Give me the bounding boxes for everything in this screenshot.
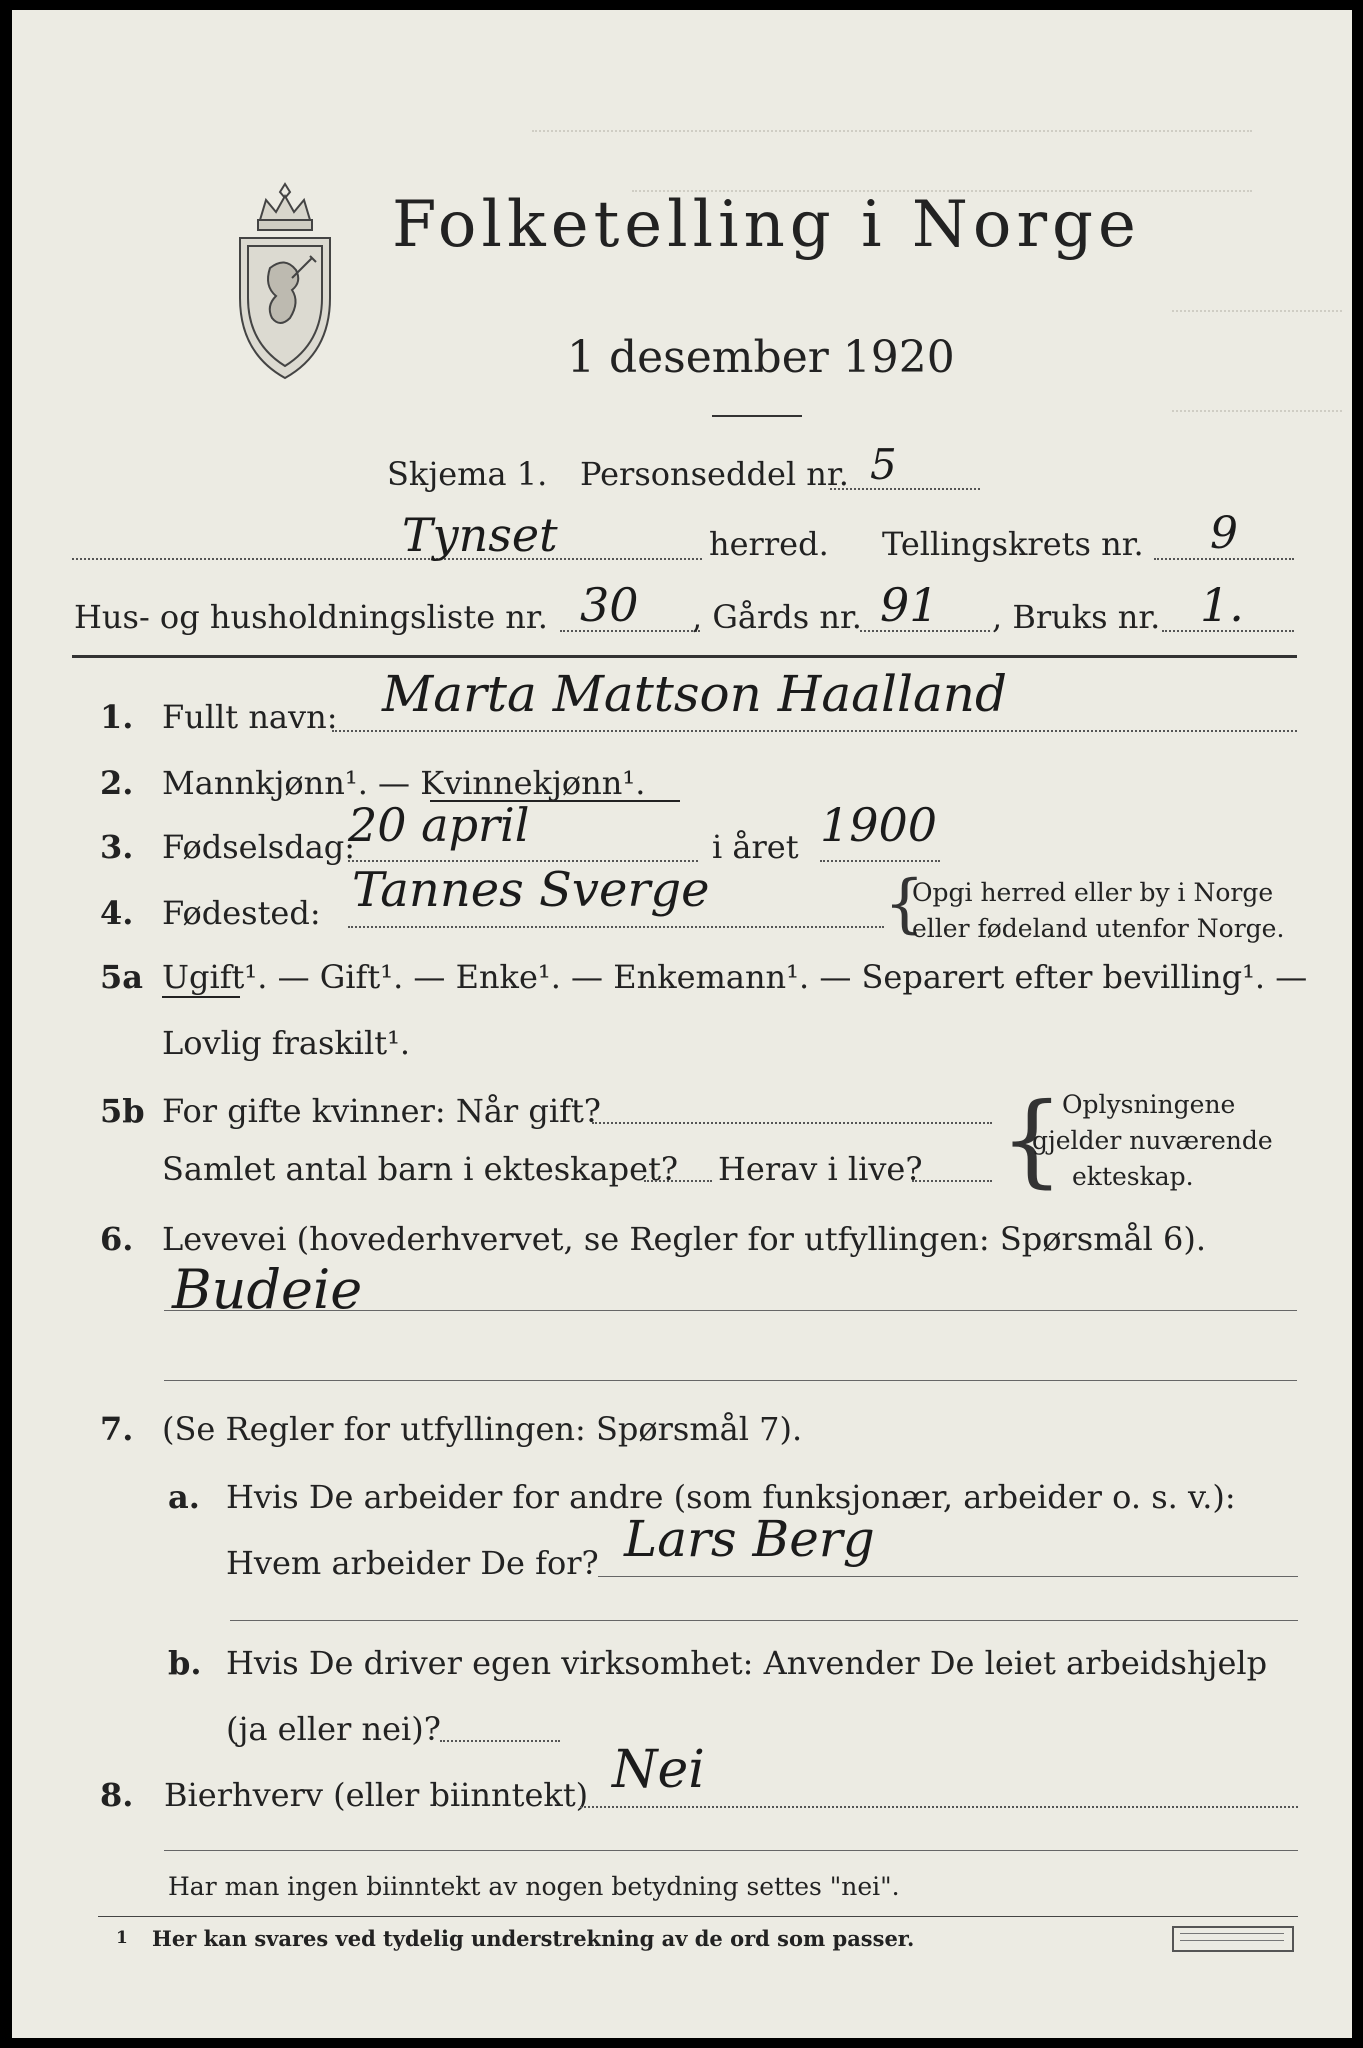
q7a-text-line2: Hvem arbeider De for?: [226, 1544, 599, 1582]
q8-line2: [164, 1850, 1298, 1851]
tellingskrets-value: 9: [1210, 508, 1238, 559]
personseddel-value: 5: [870, 440, 897, 489]
q6-number: 6.: [100, 1220, 134, 1258]
q1-label: Fullt navn:: [162, 698, 338, 736]
q4-value: Tannes Sverge: [352, 862, 710, 918]
title-divider: [712, 415, 802, 417]
footer-note: Har man ingen biinntekt av nogen betydning settes "nei".: [168, 1872, 900, 1901]
herred-value: Tynset: [402, 508, 558, 562]
q7b-line: [440, 1740, 560, 1742]
q5a-underline: [162, 996, 240, 998]
q5a-text-line2: Lovlig fraskilt¹.: [162, 1024, 411, 1062]
husliste-value: 30: [580, 578, 639, 632]
q5b-note-line3: ekteskap.: [1072, 1162, 1194, 1191]
q7-text: (Se Regler for utfyllingen: Spørsmål 7).: [162, 1410, 803, 1448]
q8-number: 8.: [100, 1776, 134, 1814]
norwegian-coat-of-arms-icon: [230, 178, 340, 388]
form-date: 1 desember 1920: [567, 332, 955, 383]
gards-label: , Gårds nr.: [692, 598, 862, 636]
q6-value: Budeie: [172, 1258, 363, 1321]
q4-brace: {: [884, 867, 925, 941]
q7a-line1: [598, 1576, 1298, 1577]
q1-value: Marta Mattson Haalland: [382, 665, 1007, 723]
q7-number: 7.: [100, 1410, 134, 1448]
footnote-number: 1: [116, 1928, 128, 1948]
q4-note-line2: eller fødeland utenfor Norge.: [912, 914, 1285, 943]
q2-text: Mannkjønn¹. — Kvinnekjønn¹.: [162, 764, 646, 802]
personseddel-line: [830, 488, 980, 490]
q5b-number: 5b: [100, 1092, 145, 1130]
q8-line1: [580, 1806, 1298, 1808]
footnote-text: Her kan svares ved tydelig understrekning av de ord som passer.: [152, 1926, 915, 1951]
q3-year-value: 1900: [820, 798, 938, 852]
q5b-alive-line: [912, 1180, 992, 1182]
q8-value: Nei: [612, 1740, 705, 1800]
q5b-children-line: [644, 1180, 712, 1182]
q7a-text-line1: Hvis De arbeider for andre (som funksjonær, arbeider o. s. v.):: [226, 1478, 1236, 1516]
personseddel-label: Personseddel nr.: [580, 455, 849, 493]
form-title: Folketelling i Norge: [392, 188, 1141, 262]
q7b-text-line1: Hvis De driver egen virksomhet: Anvender De leiet arbeidshjelp: [226, 1644, 1268, 1682]
q4-label: Fødested:: [162, 894, 321, 932]
q5b-text-line2: Samlet antal barn i ekteskapet?: [162, 1150, 679, 1188]
q7a-letter: a.: [168, 1478, 200, 1516]
q5b-married-line: [592, 1122, 992, 1124]
q5b-text-line3: Herav i live?: [718, 1150, 923, 1188]
q5b-brace: {: [1000, 1081, 1064, 1198]
gards-value: 91: [880, 578, 939, 632]
q1-number: 1.: [100, 698, 134, 736]
q6-text: Levevei (hovederhvervet, se Regler for utfyllingen: Spørsmål 6).: [162, 1220, 1207, 1258]
bleed-through-line: [1172, 410, 1342, 412]
bleed-through-line: [532, 130, 1252, 132]
bleed-through-line: [1172, 310, 1342, 312]
q5b-text-line1: For gifte kvinner: Når gift?: [162, 1092, 601, 1130]
bruks-label: , Bruks nr.: [992, 598, 1161, 636]
q6-line2: [164, 1380, 1297, 1381]
printer-stamp-icon: [1172, 1926, 1294, 1952]
herred-line: [72, 558, 702, 560]
footer-divider: [98, 1916, 1298, 1917]
q7a-value: Lars Berg: [624, 1510, 875, 1568]
q4-number: 4.: [100, 894, 134, 932]
q4-note-line1: Opgi herred eller by i Norge: [912, 878, 1274, 907]
q7a-line2: [230, 1620, 1298, 1621]
q3-day-value: 20 april: [348, 798, 530, 852]
q5a-number: 5a: [100, 958, 143, 996]
q3-year-line: [820, 860, 940, 862]
q6-line1: [164, 1310, 1297, 1311]
q4-line: [348, 926, 884, 928]
q5b-note-line2: gjelder nuværende: [1032, 1126, 1273, 1155]
header-divider: [72, 655, 1297, 658]
herred-label: herred.: [709, 525, 829, 563]
q5b-note-line1: Oplysningene: [1062, 1090, 1236, 1119]
husliste-label: Hus- og husholdningsliste nr.: [74, 598, 548, 636]
tellingskrets-label: Tellingskrets nr.: [882, 525, 1144, 563]
q2-number: 2.: [100, 764, 134, 802]
skjema-label: Skjema 1.: [387, 455, 548, 493]
q8-text: Bierhverv (eller biinntekt): [164, 1776, 589, 1814]
q1-line: [332, 730, 1297, 732]
q5a-text-line1: Ugift¹. — Gift¹. — Enke¹. — Enkemann¹. — Separert efter bevilling¹. —: [162, 958, 1308, 996]
q3-year-label: i året: [712, 828, 799, 866]
q7b-text-line2: (ja eller nei)?: [226, 1710, 441, 1748]
q7b-letter: b.: [168, 1644, 202, 1682]
q3-label: Fødselsdag:: [162, 828, 356, 866]
bruks-value: 1.: [1200, 578, 1244, 632]
census-form-sheet: [12, 10, 1352, 2038]
q3-number: 3.: [100, 828, 134, 866]
